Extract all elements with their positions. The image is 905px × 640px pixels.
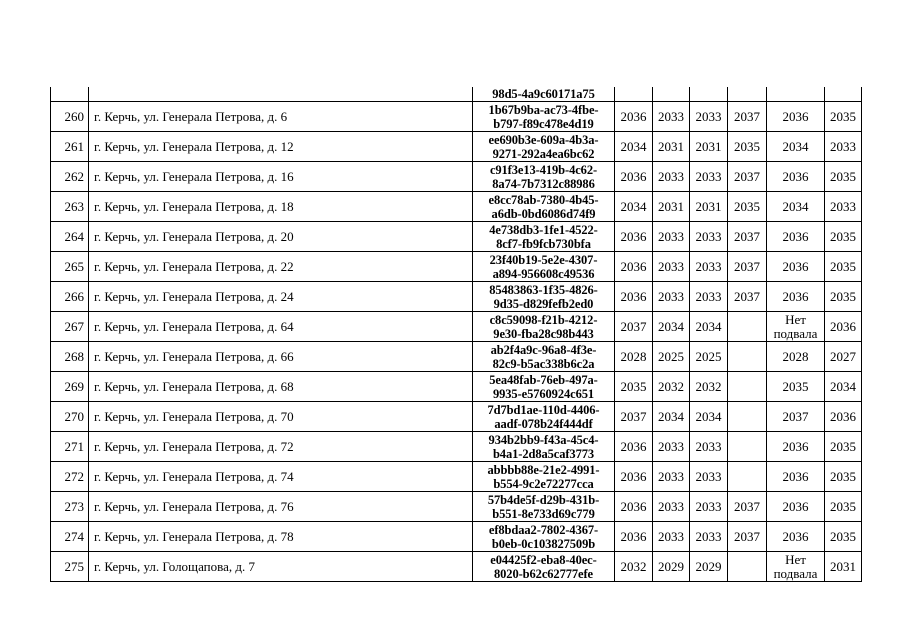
row-year-c6: 2035	[825, 492, 862, 522]
row-id-line: a894-956608c49536	[492, 266, 595, 281]
row-year-c1: 2036	[615, 222, 653, 252]
id-tail: 98d5-4a9c60171a75	[492, 87, 595, 101]
row-id-line: 9e30-fba28c98b443	[493, 326, 594, 341]
row-year-c1: 2034	[615, 192, 653, 222]
cell-id	[473, 87, 615, 102]
row-number: 272	[51, 462, 89, 492]
row-year-c5-line: 2036	[782, 258, 809, 274]
row-id-line: b554-9c2e72277cca	[493, 476, 594, 491]
table-row	[51, 222, 862, 252]
row-address: г. Керчь, ул. Генерала Петрова, д. 12	[89, 132, 473, 162]
row-id-line: ab2f4a9c-96a8-4f3e-	[490, 342, 597, 357]
row-address: г. Керчь, ул. Генерала Петрова, д. 78	[89, 522, 473, 552]
row-year-c4	[728, 402, 767, 432]
row-year-c5	[767, 522, 825, 552]
row-year-c4	[728, 432, 767, 462]
row-id-line: b551-8e733d69c779	[492, 506, 595, 521]
row-id	[473, 552, 615, 582]
row-year-c1: 2034	[615, 132, 653, 162]
row-year-c6: 2036	[825, 312, 862, 342]
row-year-c6: 2035	[825, 462, 862, 492]
row-year-c5	[767, 252, 825, 282]
row-id	[473, 522, 615, 552]
row-id-line: 8020-b62c62777efe	[494, 566, 593, 581]
row-year-c5-line: Нет	[785, 311, 806, 327]
table-row	[51, 252, 862, 282]
row-id	[473, 102, 615, 132]
row-year-c6: 2031	[825, 552, 862, 582]
table-row	[51, 522, 862, 552]
row-address: г. Керчь, ул. Генерала Петрова, д. 6	[89, 102, 473, 132]
row-year-c5-line: Нет	[785, 551, 806, 567]
row-year-c5-line: 2036	[782, 468, 809, 484]
row-number: 261	[51, 132, 89, 162]
row-id-line: 23f40b19-5e2e-4307-	[489, 252, 598, 267]
row-year-c3: 2033	[690, 432, 728, 462]
row-year-c1: 2036	[615, 492, 653, 522]
row-id-line: ef8bdaa2-7802-4367-	[488, 522, 599, 537]
row-id-line: c8c59098-f21b-4212-	[489, 312, 598, 327]
row-id-line: 9271-292a4ea6bc62	[492, 146, 595, 161]
row-year-c1: 2036	[615, 252, 653, 282]
table-row	[51, 312, 862, 342]
row-year-c5-line: подвала	[773, 565, 818, 581]
row-id	[473, 282, 615, 312]
row-year-c3: 2033	[690, 462, 728, 492]
row-address: г. Керчь, ул. Генерала Петрова, д. 72	[89, 432, 473, 462]
row-year-c3: 2025	[690, 342, 728, 372]
row-year-c5	[767, 222, 825, 252]
row-id-line: ee690b3e-609a-4b3a-	[488, 132, 599, 147]
row-id	[473, 462, 615, 492]
row-id	[473, 372, 615, 402]
row-id-line: 8a74-7b7312c88986	[492, 176, 595, 191]
cell-year	[728, 87, 767, 102]
row-year-c6: 2035	[825, 252, 862, 282]
row-id	[473, 162, 615, 192]
row-year-c1: 2037	[615, 402, 653, 432]
row-year-c4	[728, 462, 767, 492]
row-year-c2: 2033	[653, 222, 690, 252]
row-year-c2: 2033	[653, 462, 690, 492]
row-year-c5-line: 2037	[782, 408, 809, 424]
row-year-c5	[767, 492, 825, 522]
row-year-c5	[767, 402, 825, 432]
row-year-c5-line: 2034	[782, 198, 809, 214]
row-number: 260	[51, 102, 89, 132]
row-address: г. Керчь, ул. Генерала Петрова, д. 74	[89, 462, 473, 492]
row-year-c3: 2034	[690, 312, 728, 342]
row-year-c3: 2032	[690, 372, 728, 402]
cell-year	[615, 87, 653, 102]
row-year-c5-line: 2036	[782, 288, 809, 304]
row-year-c4: 2037	[728, 522, 767, 552]
row-year-c4: 2037	[728, 162, 767, 192]
table-row	[51, 402, 862, 432]
row-year-c6: 2035	[825, 282, 862, 312]
table-row	[51, 132, 862, 162]
row-number: 271	[51, 432, 89, 462]
row-year-c5-line: 2036	[782, 228, 809, 244]
row-year-c1: 2035	[615, 372, 653, 402]
cell-num	[51, 87, 89, 102]
row-id-line: a6db-0bd6086d74f9	[491, 206, 596, 221]
row-year-c5	[767, 432, 825, 462]
row-year-c5-line: 2028	[782, 348, 809, 364]
row-number: 265	[51, 252, 89, 282]
row-number: 263	[51, 192, 89, 222]
row-year-c2: 2025	[653, 342, 690, 372]
row-year-c5	[767, 162, 825, 192]
row-year-c3: 2033	[690, 492, 728, 522]
row-year-c1: 2037	[615, 312, 653, 342]
row-year-c5	[767, 462, 825, 492]
row-year-c6: 2034	[825, 372, 862, 402]
table-row	[51, 372, 862, 402]
row-id-line: aadf-078b24f444df	[494, 416, 593, 431]
row-number: 275	[51, 552, 89, 582]
row-year-c5-line: 2035	[782, 378, 809, 394]
register-table	[50, 87, 862, 582]
row-year-c3: 2033	[690, 102, 728, 132]
row-id-line: e8cc78ab-7380-4b45-	[488, 192, 599, 207]
row-year-c6: 2035	[825, 522, 862, 552]
row-id	[473, 252, 615, 282]
row-year-c5	[767, 552, 825, 582]
row-id-line: abbbb88e-21e2-4991-	[487, 462, 600, 477]
row-year-c2: 2033	[653, 492, 690, 522]
row-id	[473, 432, 615, 462]
row-number: 273	[51, 492, 89, 522]
table-row	[51, 162, 862, 192]
row-address: г. Керчь, ул. Генерала Петрова, д. 66	[89, 342, 473, 372]
row-id-line: 9d35-d829fefb2ed0	[493, 296, 594, 311]
row-year-c2: 2033	[653, 432, 690, 462]
row-year-c6: 2035	[825, 222, 862, 252]
row-year-c6: 2035	[825, 102, 862, 132]
row-number: 270	[51, 402, 89, 432]
row-year-c5-line: 2036	[782, 498, 809, 514]
table-row	[51, 282, 862, 312]
row-year-c1: 2028	[615, 342, 653, 372]
row-year-c6: 2035	[825, 162, 862, 192]
cell-year	[825, 87, 862, 102]
table-row	[51, 432, 862, 462]
row-year-c5	[767, 282, 825, 312]
row-year-c6: 2033	[825, 192, 862, 222]
row-id-line: b0eb-0c103827509b	[491, 536, 596, 551]
row-year-c2: 2034	[653, 312, 690, 342]
row-year-c4: 2035	[728, 192, 767, 222]
row-year-c2: 2031	[653, 132, 690, 162]
row-id	[473, 492, 615, 522]
row-number: 268	[51, 342, 89, 372]
row-address: г. Керчь, ул. Генерала Петрова, д. 64	[89, 312, 473, 342]
row-year-c5-line: 2036	[782, 438, 809, 454]
cell-year	[653, 87, 690, 102]
table-row-fragment	[51, 87, 862, 102]
table-row	[51, 462, 862, 492]
row-number: 269	[51, 372, 89, 402]
row-year-c5-line: 2036	[782, 528, 809, 544]
row-year-c4: 2035	[728, 132, 767, 162]
row-year-c5	[767, 132, 825, 162]
row-year-c2: 2033	[653, 162, 690, 192]
table-row	[51, 342, 862, 372]
cell-year	[690, 87, 728, 102]
row-year-c2: 2032	[653, 372, 690, 402]
row-id-line: 4e738db3-1fe1-4522-	[489, 222, 598, 237]
row-id-line: 9935-e5760924c651	[492, 386, 595, 401]
row-year-c1: 2032	[615, 552, 653, 582]
row-year-c3: 2031	[690, 132, 728, 162]
row-number: 266	[51, 282, 89, 312]
row-id-line: c91f3e13-419b-4c62-	[489, 162, 598, 177]
cell-address	[89, 87, 473, 102]
row-year-c6: 2027	[825, 342, 862, 372]
row-year-c3: 2033	[690, 282, 728, 312]
row-year-c1: 2036	[615, 282, 653, 312]
row-id	[473, 192, 615, 222]
row-address: г. Керчь, ул. Генерала Петрова, д. 16	[89, 162, 473, 192]
row-year-c5	[767, 102, 825, 132]
row-year-c2: 2033	[653, 102, 690, 132]
row-id	[473, 342, 615, 372]
row-year-c1: 2036	[615, 162, 653, 192]
row-id	[473, 402, 615, 432]
row-id-line: 5ea48fab-76eb-497a-	[489, 372, 598, 387]
row-year-c3: 2029	[690, 552, 728, 582]
row-id-line: 1b67b9ba-ac73-4fbe-	[488, 102, 599, 117]
row-year-c1: 2036	[615, 462, 653, 492]
row-address: г. Керчь, ул. Генерала Петрова, д. 68	[89, 372, 473, 402]
row-year-c4: 2037	[728, 102, 767, 132]
row-year-c5	[767, 192, 825, 222]
row-address: г. Керчь, ул. Генерала Петрова, д. 22	[89, 252, 473, 282]
row-year-c5-line: подвала	[773, 325, 818, 341]
row-id-line: b4a1-2d8a5caf3773	[492, 446, 595, 461]
row-id-line: e04425f2-eba8-40ec-	[490, 552, 597, 567]
row-year-c5-line: 2034	[782, 138, 809, 154]
row-id	[473, 132, 615, 162]
row-year-c4: 2037	[728, 252, 767, 282]
row-year-c5-line: 2036	[782, 168, 809, 184]
row-address: г. Керчь, ул. Генерала Петрова, д. 20	[89, 222, 473, 252]
row-address: г. Керчь, ул. Голощапова, д. 7	[89, 552, 473, 582]
row-year-c2: 2034	[653, 402, 690, 432]
row-id	[473, 222, 615, 252]
row-address: г. Керчь, ул. Генерала Петрова, д. 70	[89, 402, 473, 432]
table-row	[51, 102, 862, 132]
row-year-c3: 2033	[690, 522, 728, 552]
row-number: 264	[51, 222, 89, 252]
row-year-c2: 2033	[653, 252, 690, 282]
row-year-c5-line: 2036	[782, 108, 809, 124]
row-id-line: 57b4de5f-d29b-431b-	[487, 492, 600, 507]
cell-year	[767, 87, 825, 102]
row-year-c2: 2033	[653, 282, 690, 312]
row-year-c4: 2037	[728, 222, 767, 252]
row-address: г. Керчь, ул. Генерала Петрова, д. 24	[89, 282, 473, 312]
row-year-c4	[728, 372, 767, 402]
row-year-c4	[728, 342, 767, 372]
row-year-c6: 2036	[825, 402, 862, 432]
row-id-line: 7d7bd1ae-110d-4406-	[487, 402, 600, 417]
row-id-line: b797-f89c478e4d19	[493, 116, 594, 131]
row-id	[473, 312, 615, 342]
row-address: г. Керчь, ул. Генерала Петрова, д. 76	[89, 492, 473, 522]
row-year-c2: 2029	[653, 552, 690, 582]
row-year-c3: 2033	[690, 252, 728, 282]
row-year-c3: 2031	[690, 192, 728, 222]
row-year-c3: 2033	[690, 222, 728, 252]
row-number: 274	[51, 522, 89, 552]
row-year-c5	[767, 312, 825, 342]
row-year-c3: 2034	[690, 402, 728, 432]
row-number: 267	[51, 312, 89, 342]
table-row	[51, 192, 862, 222]
row-year-c4: 2037	[728, 282, 767, 312]
row-year-c5	[767, 342, 825, 372]
row-year-c4: 2037	[728, 492, 767, 522]
row-year-c1: 2036	[615, 102, 653, 132]
row-id-line: 934b2bb9-f43a-45c4-	[488, 432, 599, 447]
row-id-line: 82c9-b5ac338b6c2a	[492, 356, 595, 371]
row-id-line: 8cf7-fb9fcb730bfa	[496, 236, 591, 251]
row-year-c4	[728, 312, 767, 342]
row-year-c2: 2033	[653, 522, 690, 552]
row-year-c6: 2033	[825, 132, 862, 162]
row-year-c3: 2033	[690, 162, 728, 192]
row-id-line: 85483863-1f35-4826-	[489, 282, 598, 297]
row-year-c2: 2031	[653, 192, 690, 222]
row-year-c6: 2035	[825, 432, 862, 462]
row-year-c1: 2036	[615, 432, 653, 462]
table-row	[51, 552, 862, 582]
row-year-c5	[767, 372, 825, 402]
row-year-c4	[728, 552, 767, 582]
row-year-c1: 2036	[615, 522, 653, 552]
row-number: 262	[51, 162, 89, 192]
row-address: г. Керчь, ул. Генерала Петрова, д. 18	[89, 192, 473, 222]
table-row	[51, 492, 862, 522]
